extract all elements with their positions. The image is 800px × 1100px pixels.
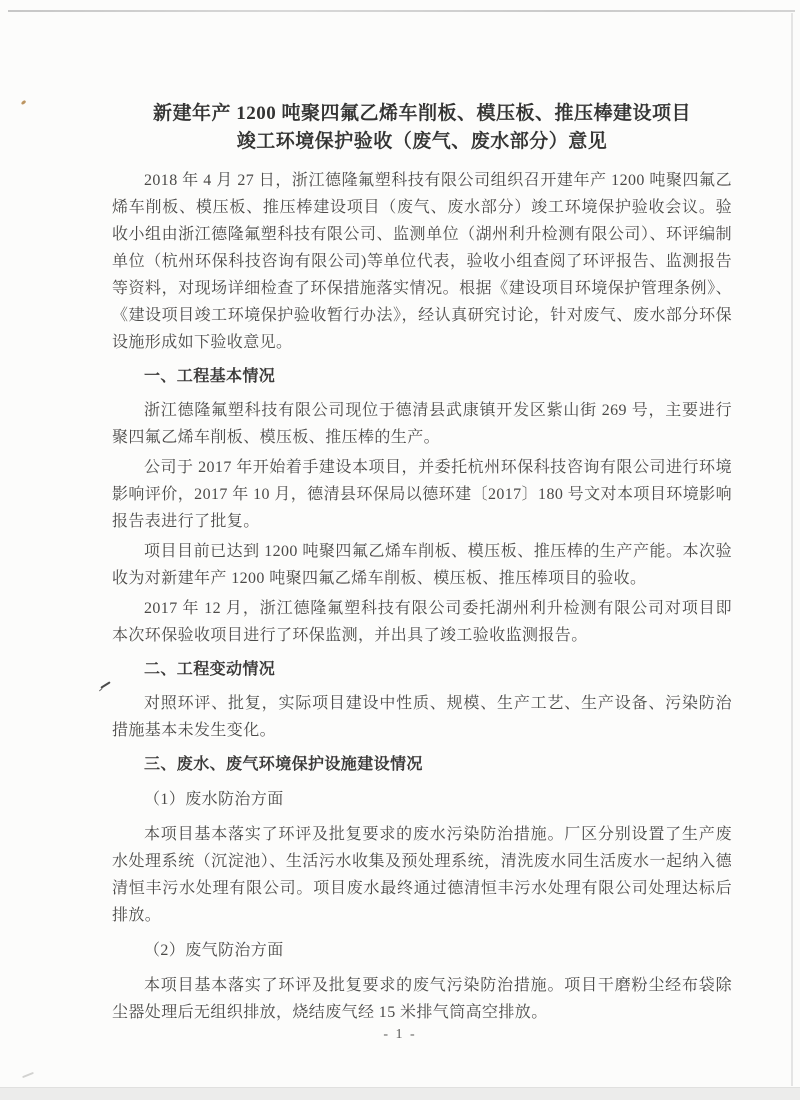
paragraph: 本项目基本落实了环评及批复要求的废气污染防治措施。项目干磨粉尘经布袋除尘器处理后无组织排放，烧结废气经 15 米排气筒高空排放。 — [112, 977, 732, 1021]
paragraph: 公司于 2017 年开始着手建设本项目，并委托杭州环保科技咨询有限公司进行环境影响评价，2017 年 10 月，德清县环保局以德环建〔2017〕180 号文对本项目环境影响报告表进行了批复。 — [112, 459, 732, 530]
subsection-heading: （2）废气防治方面 — [144, 942, 284, 959]
document-body — [112, 167, 732, 1026]
scan-edge-bottom — [0, 1087, 800, 1100]
page-number: - 1 - — [383, 1027, 417, 1042]
scan-edge-top — [8, 10, 795, 12]
paragraph: 本项目基本落实了环评及批复要求的废水污染防治措施。厂区分别设置了生产废水处理系统（沉淀池）、生活污水收集及预处理系统，清洗废水同生活废水一起纳入德清恒丰污水处理有限公司。项目废水最终通过德清恒丰污水处理有限公司处理达标后排放。 — [112, 826, 732, 924]
document-content — [112, 100, 732, 1029]
subsection-heading: （1）废水防治方面 — [144, 791, 284, 808]
section-heading: 一、工程基本情况 — [144, 368, 276, 385]
paper-speck — [21, 100, 27, 105]
paragraph: 2018 年 4 月 27 日，浙江德隆氟塑科技有限公司组织召开建年产 1200 吨聚四氟乙烯车削板、模压板、推压棒建设项目（废气、废水部分）竣工环境保护验收会议。验收小组由浙江德隆氟塑科技有限公司、监测单位（湖州利升检测有限公司）、环评编制单位（杭州环保科技咨询有限公司)等单位代表，验收小组查阅了环评报告、监测报告等资料，对现场详细检查了环保措施落实情况。根据《建设项目环境保护管理条例》、《建设项目竣工环境保护验收暂行办法》，经认真研究讨论，针对废气、废水部分环保设施形成如下验收意见。 — [112, 172, 732, 351]
paper-smudge — [22, 1072, 34, 1078]
scan-edge-right — [791, 13, 793, 1086]
document-title-line2: 竣工环境保护验收（废气、废水部分）意见 — [236, 131, 608, 152]
section-heading: 二、工程变动情况 — [144, 661, 276, 678]
paragraph: 对照环评、批复，实际项目建设中性质、规模、生产工艺、生产设备、污染防治措施基本未发生变化。 — [112, 695, 732, 739]
section-heading: 三、废水、废气环境保护设施建设情况 — [144, 756, 423, 773]
pen-mark — [100, 681, 110, 689]
document-title-line1: 新建年产 1200 吨聚四氟乙烯车削板、模压板、推压棒建设项目 — [152, 103, 691, 124]
paragraph: 项目目前已达到 1200 吨聚四氟乙烯车削板、模压板、推压棒的生产产能。本次验收为对新建年产 1200 吨聚四氟乙烯车削板、模压板、推压棒项目的验收。 — [112, 543, 732, 587]
paragraph: 浙江德隆氟塑科技有限公司现位于德清县武康镇开发区紫山街 269 号，主要进行聚四氟乙烯车削板、模压板、推压棒的生产。 — [112, 402, 732, 446]
paragraph: 2017 年 12 月，浙江德隆氟塑科技有限公司委托湖州利升检测有限公司对项目即本次环保验收项目进行了环保监测，并出具了竣工验收监测报告。 — [112, 600, 732, 644]
